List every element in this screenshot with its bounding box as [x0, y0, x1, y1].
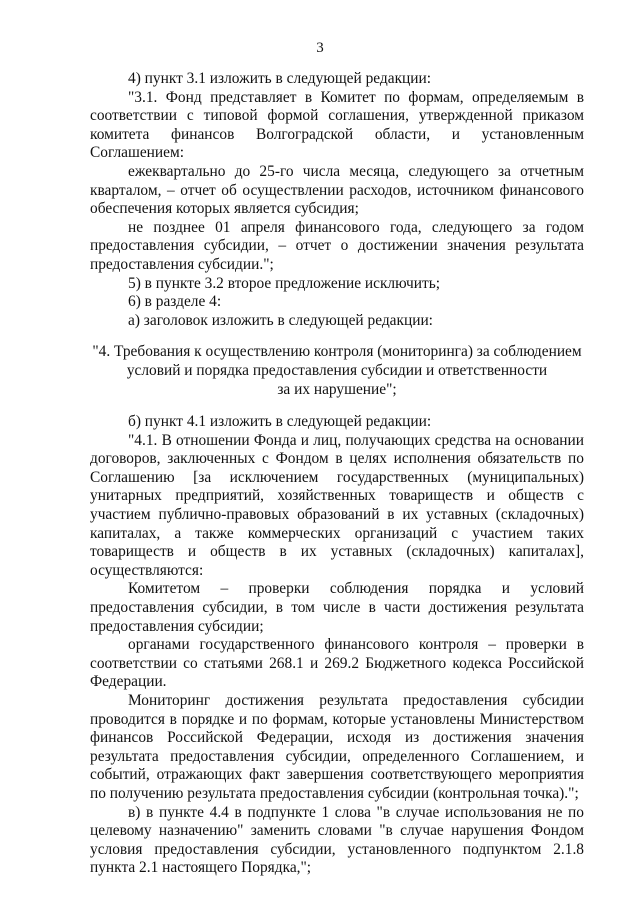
- paragraph-quarterly-report: ежеквартально до 25-го числа месяца, следующего за отчетным кварталом, – отчет об осуществлении расходов, источником финансового обеспечения которых является субсидия;: [90, 162, 584, 218]
- paragraph-monitoring: Мониторинг достижения результата предоставления субсидии проводится в порядке и по формам, которые установлены Министерством финансов Российской Федерации, исходя из достижения значения результата предоставления субсидии, определенного Соглашением, и событий, отражающих факт завершения соответствующего мероприятия по получению результата предоставления субсидии (контрольная точка).";: [90, 692, 584, 802]
- paragraph-clause-3-1: "3.1. Фонд представляет в Комитет по формам, определяемым в соответствии с типовой формой соглашения, утвержденной приказом комитета финансов Волгоградской области, и установленным Соглашением:: [90, 88, 584, 162]
- document-body: [90, 70, 584, 878]
- section-heading-line: "4. Требования к осуществлению контроля (мониторинга) за соблюдением: [92, 343, 582, 361]
- page-number: 3: [316, 40, 324, 56]
- paragraph-item-6v: в) в пункте 4.4 в подпункте 1 слова "в случае использования не по целевому назначению" заменить словами "в случае нарушения Фондом условия предоставления субсидии, установленного подпунктом 2.1.8 пункта 2.1 настоящего Порядка,";: [90, 803, 584, 877]
- paragraph-item-6a: а) заголовок изложить в следующей редакции:: [128, 311, 433, 329]
- section-heading-line: за их нарушение";: [277, 380, 397, 398]
- section-heading: [90, 343, 584, 399]
- paragraph-item-6: 6) в разделе 4:: [128, 293, 222, 311]
- paragraph-clause-4-1: "4.1. В отношении Фонда и лиц, получающих средства на основании договоров, заключенных с Фондом в целях исполнения обязательств по Соглашению [за исключением государственных (муниципальных) унитарных предприятий, хозяйственных товариществ и обществ с участием публично-правовых образований в их уставных (складочных) капиталах, а также коммерческих организаций с участием таких товариществ и обществ в их уставных (складочных) капиталах], осуществляются:: [90, 431, 584, 579]
- paragraph-committee-checks: Комитетом – проверки соблюдения порядка и условий предоставления субсидии, в том числе в части достижения результата предоставления субсидии;: [90, 580, 584, 635]
- paragraph-item-4: 4) пункт 3.1 изложить в следующей редакции:: [128, 70, 432, 87]
- section-heading-line: условий и порядка предоставления субсидии и ответственности: [126, 361, 548, 379]
- paragraph-item-5: 5) в пункте 3.2 второе предложение исключить;: [128, 274, 441, 292]
- paragraph-state-control-checks: органами государственного финансового контроля – проверки в соответствии со статьями 268.1 и 269.2 Бюджетного кодекса Российской Федерации.: [90, 636, 584, 691]
- paragraph-annual-report: не позднее 01 апреля финансового года, следующего за годом предоставления субсидии, – отчет о достижении значения результата предоставления субсидии.";: [90, 218, 584, 273]
- paragraph-item-6b: б) пункт 4.1 изложить в следующей редакции:: [128, 413, 432, 431]
